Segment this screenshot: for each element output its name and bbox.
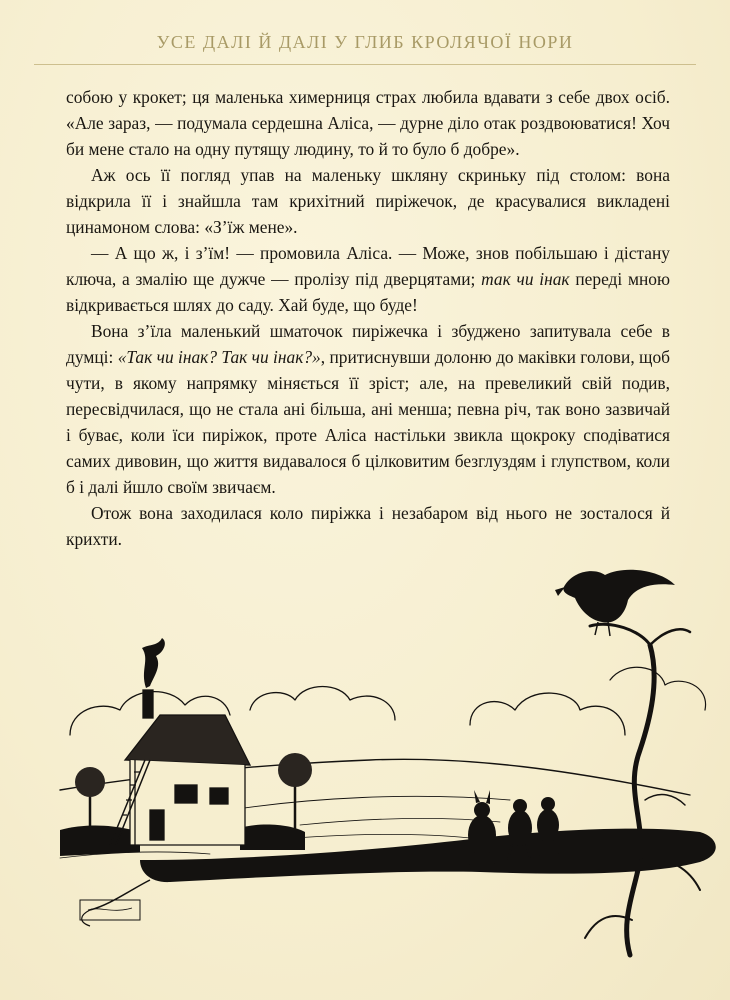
paragraph: [66, 162, 670, 240]
text-run: переді мною відкривається шлях до саду. Хай буде, що буде!: [66, 269, 670, 315]
landscape-illustration: [50, 560, 730, 960]
scroll-signature: [80, 900, 140, 920]
paragraph: [66, 240, 670, 318]
text-run: , притиснувши долоню до маківки голови, щоб чути, в якому напрямку міняється її зріст; але, на превеликий свій подив, пересвідчилася, що не стала ані більша, ані менша; певна річ, так воно зазвичай і буває, коли їси пиріжок, проте Аліса настільки звикла щокроку сподіватися самих дивовин, що життя видавалося б цілковитим безглуздям і глупством, коли б і далі йшло своїм звичаєм.: [66, 347, 670, 497]
paragraph: [66, 500, 670, 552]
italic-phrase: так чи інак: [481, 269, 570, 289]
body-text: [66, 84, 670, 552]
text-run: Аж ось її погляд упав на маленьку шкляну скриньку під столом: вона відкрила її і знайшла там крихітний пиріжечок, де красувалися викладені цинамоном слова: «З’їж мене».: [66, 165, 670, 237]
text-run: — А що ж, і з’їм! — промовила Аліса. — Може, знов побільшаю і дістану ключа, а змалію ще дужче — пролізу під дверцятами;: [66, 243, 670, 289]
header-divider: [34, 64, 696, 65]
paragraph: [66, 318, 670, 500]
text-run: собою у крокет; ця маленька химерниця страх любила вдавати з себе двох осіб. «Але зараз, — подумала сердешна Аліса, — дурне діло отак роздвоюватися! Хоч би мене стало на одну путящу людину, то й то було б добре».: [66, 87, 670, 159]
twisted-tree: [585, 624, 700, 955]
running-head: УСЕ ДАЛІ Й ДАЛІ У ГЛИБ КРОЛЯЧОЇ НОРИ: [156, 32, 574, 52]
text-run: Вона з’їла маленький шматочок пиріжечка і збуджено запитувала себе в думці:: [66, 321, 670, 367]
paragraph: [66, 84, 670, 162]
text-run: Отож вона заходилася коло пиріжка і незабаром від нього не зосталося й крихти.: [66, 503, 670, 549]
italic-phrase: «Так чи інак? Так чи інак?»: [117, 347, 321, 367]
